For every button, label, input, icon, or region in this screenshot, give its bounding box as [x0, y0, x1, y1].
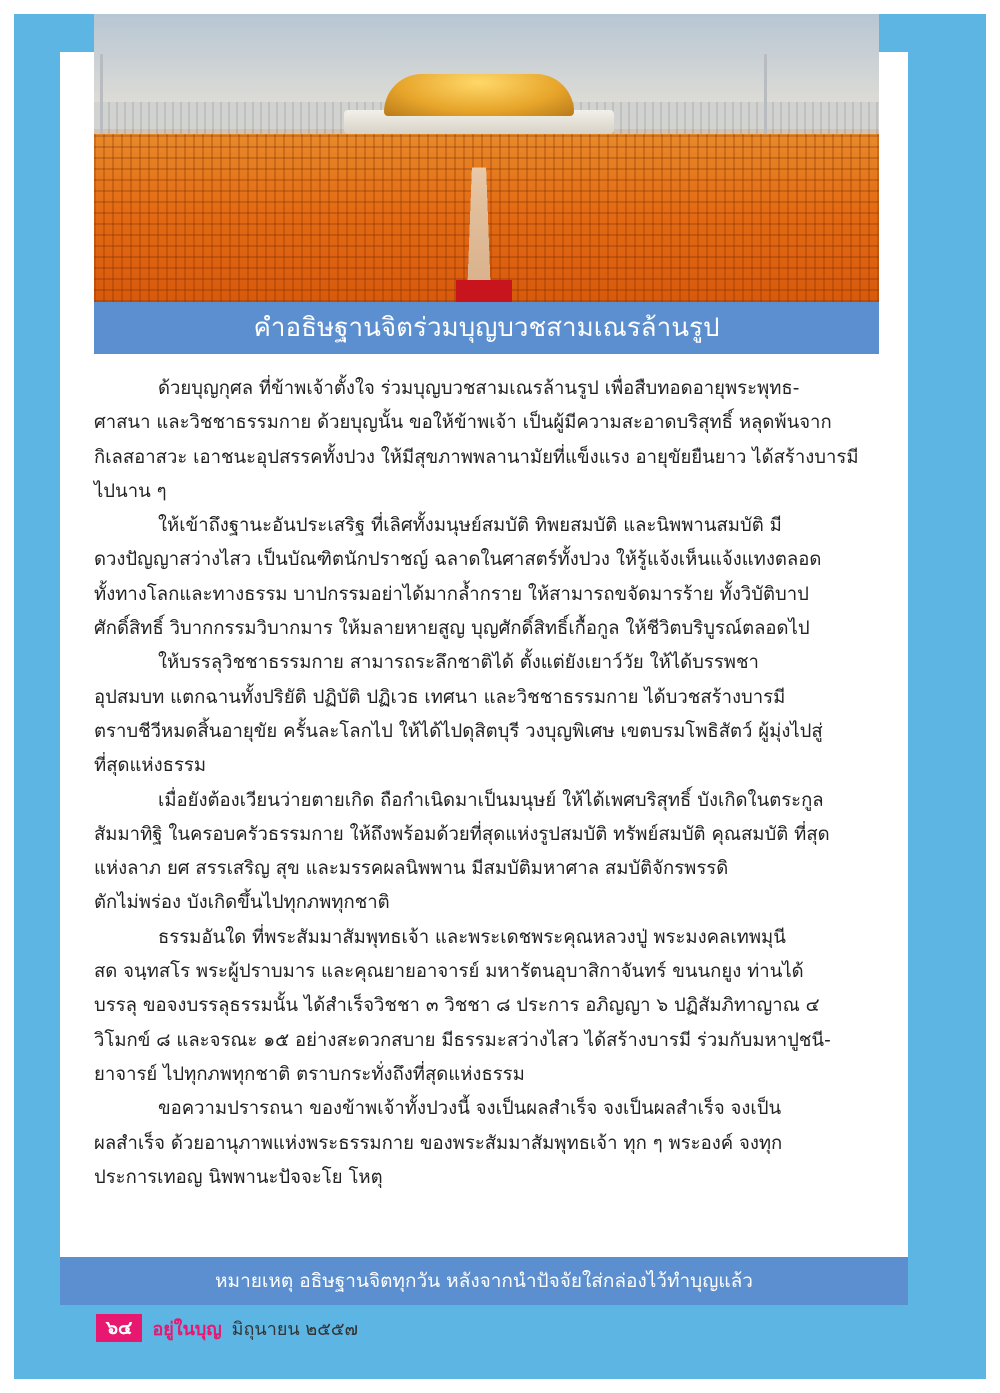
paragraph-line: ให้เข้าถึงฐานะอันประเสริฐ ที่เลิศทั้งมนุษย์สมบัติ ทิพยสมบัติ และนิพพานสมบัติ มี	[158, 515, 782, 537]
magazine-name: อยู่ในบุญ	[152, 1318, 222, 1340]
paragraph-line: ศาสนา และวิชชาธรรมกาย ด้วยบุญนั้น ขอให้ข้าพเจ้า เป็นผู้มีความสะอาดบริสุทธิ์ หลุดพ้นจาก	[94, 412, 832, 434]
paragraph-line: ตักไม่พร่อง บังเกิดขึ้นไปทุกภพทุกชาติ	[94, 892, 390, 914]
paragraph-line: ด้วยบุญกุศล ที่ข้าพเจ้าตั้งใจ ร่วมบุญบวชสามเณรล้านรูป เพื่อสืบทอดอายุพระพุทธ-	[158, 378, 800, 399]
paragraph-line: ดวงปัญญาสว่างไสว เป็นบัณฑิตนักปราชญ์ ฉลาดในศาสตร์ทั้งปวง ให้รู้แจ้งเห็นแจ้งแทงตลอด	[94, 549, 822, 571]
paragraph-line: กิเลสอาสวะ เอาชนะอุปสรรคทั้งปวง ให้มีสุขภาพพลานามัยที่แข็งแรง อายุขัยยืนยาว ได้สร้างบารมี	[94, 446, 859, 468]
issue-date: มิถุนายน ๒๕๕๗	[231, 1318, 359, 1340]
paragraph-line: ตราบชีวีหมดสิ้นอายุขัย ครั้นละโลกไป ให้ได้ไปดุสิตบุรี วงบุญพิเศษ เขตบรมโพธิสัตว์ ผู้มุ่งไปสู่	[94, 720, 823, 742]
paragraph-line: ธรรมอันใด ที่พระสัมมาสัมพุทธเจ้า และพระเดชพระคุณหลวงปู่ พระมงคลเทพมุนี	[158, 926, 786, 948]
photo-pole	[764, 54, 767, 139]
paragraph-line: ที่สุดแห่งธรรม	[94, 755, 207, 777]
page-title: คำอธิษฐานจิตร่วมบุญบวชสามเณรล้านรูป	[94, 302, 879, 354]
paragraph-line: ทั้งทางโลกและทางธรรม บาปกรรมอย่าได้มากล้ำกราย ให้สามารถขจัดมารร้าย ทั้งวิบัติบาป	[94, 583, 809, 605]
paragraph-line: ให้บรรลุวิชชาธรรมกาย สามารถระลึกชาติได้ ตั้งแต่ยังเยาว์วัย ให้ได้บรรพชา	[158, 652, 759, 674]
paragraph-line: บรรลุ ขอจงบรรลุธรรมนั้น ได้สำเร็จวิชชา ๓ วิชชา ๘ ประการ อภิญญา ๖ ปฏิสัมภิทาญาณ ๔	[94, 995, 820, 1017]
paragraph-line: เมื่อยังต้องเวียนว่ายตายเกิด ถือกำเนิดมาเป็นมนุษย์ ให้ได้เพศบริสุทธิ์ บังเกิดในตระกูล	[158, 789, 824, 811]
paragraph-line: ขอความปรารถนา ของข้าพเจ้าทั้งปวงนี้ จงเป็นผลสำเร็จ จงเป็นผลสำเร็จ จงเป็น	[158, 1098, 782, 1120]
ordination-photo	[94, 14, 879, 302]
paragraph-line: ศักดิ์สิทธิ์ วิบากกรรมวิบากมาร ให้มลายหายสูญ บุญศักดิ์สิทธิ์เกื้อกูล ให้ชีวิตบริบูรณ์ตลอดไป	[94, 618, 810, 640]
photo-red-carpet	[456, 280, 512, 302]
paragraph-line: สด จนฺทสโร พระผู้ปราบมาร และคุณยายอาจารย์ มหารัตนอุบาสิกาจันทร์ ขนนกยูง ท่านได้	[94, 961, 804, 983]
paragraph-line: วิโมกข์ ๘ และจรณะ ๑๕ อย่างสะดวกสบาย มีธรรมะสว่างไสว ได้สร้างบารมี ร่วมกับมหาปูชนี-	[94, 1029, 831, 1051]
footer-note: หมายเหตุ อธิษฐานจิตทุกวัน หลังจากนำปัจจัยใส่กล่องไว้ทำบุญแล้ว	[60, 1257, 908, 1305]
paragraph-line: ประการเทอญ นิพพานะปัจจะโย โหตุ	[94, 1166, 383, 1188]
paragraph-line: ผลสำเร็จ ด้วยอานุภาพแห่งพระธรรมกาย ของพระสัมมาสัมพุทธเจ้า ทุก ๆ พระองค์ จงทุก	[94, 1132, 783, 1154]
page-info	[96, 1314, 358, 1342]
paragraph-line: สัมมาทิฐิ ในครอบครัวธรรมกาย ให้ถึงพร้อมด้วยที่สุดแห่งรูปสมบัติ ทรัพย์สมบัติ คุณสมบัติ ที่สุด	[94, 823, 830, 845]
paragraph-line: อุปสมบท แตกฉานทั้งปริยัติ ปฏิบัติ ปฏิเวธ เทศนา และวิชชาธรรมกาย ได้บวชสร้างบารมี	[94, 686, 786, 708]
paragraph-line: แห่งลาภ ยศ สรรเสริญ สุข และมรรคผลนิพพาน มีสมบัติมหาศาล สมบัติจักรพรรดิ	[94, 858, 729, 880]
paragraph-line: ยาจารย์ ไปทุกภพทุกชาติ ตราบกระทั่งถึงที่สุดแห่งธรรม	[94, 1063, 525, 1085]
photo-dome	[384, 74, 574, 116]
prayer-text	[94, 372, 879, 1195]
page-number: ๖๔	[96, 1314, 142, 1342]
paragraph-line: ไปนาน ๆ	[94, 480, 167, 502]
photo-pole	[100, 54, 103, 139]
